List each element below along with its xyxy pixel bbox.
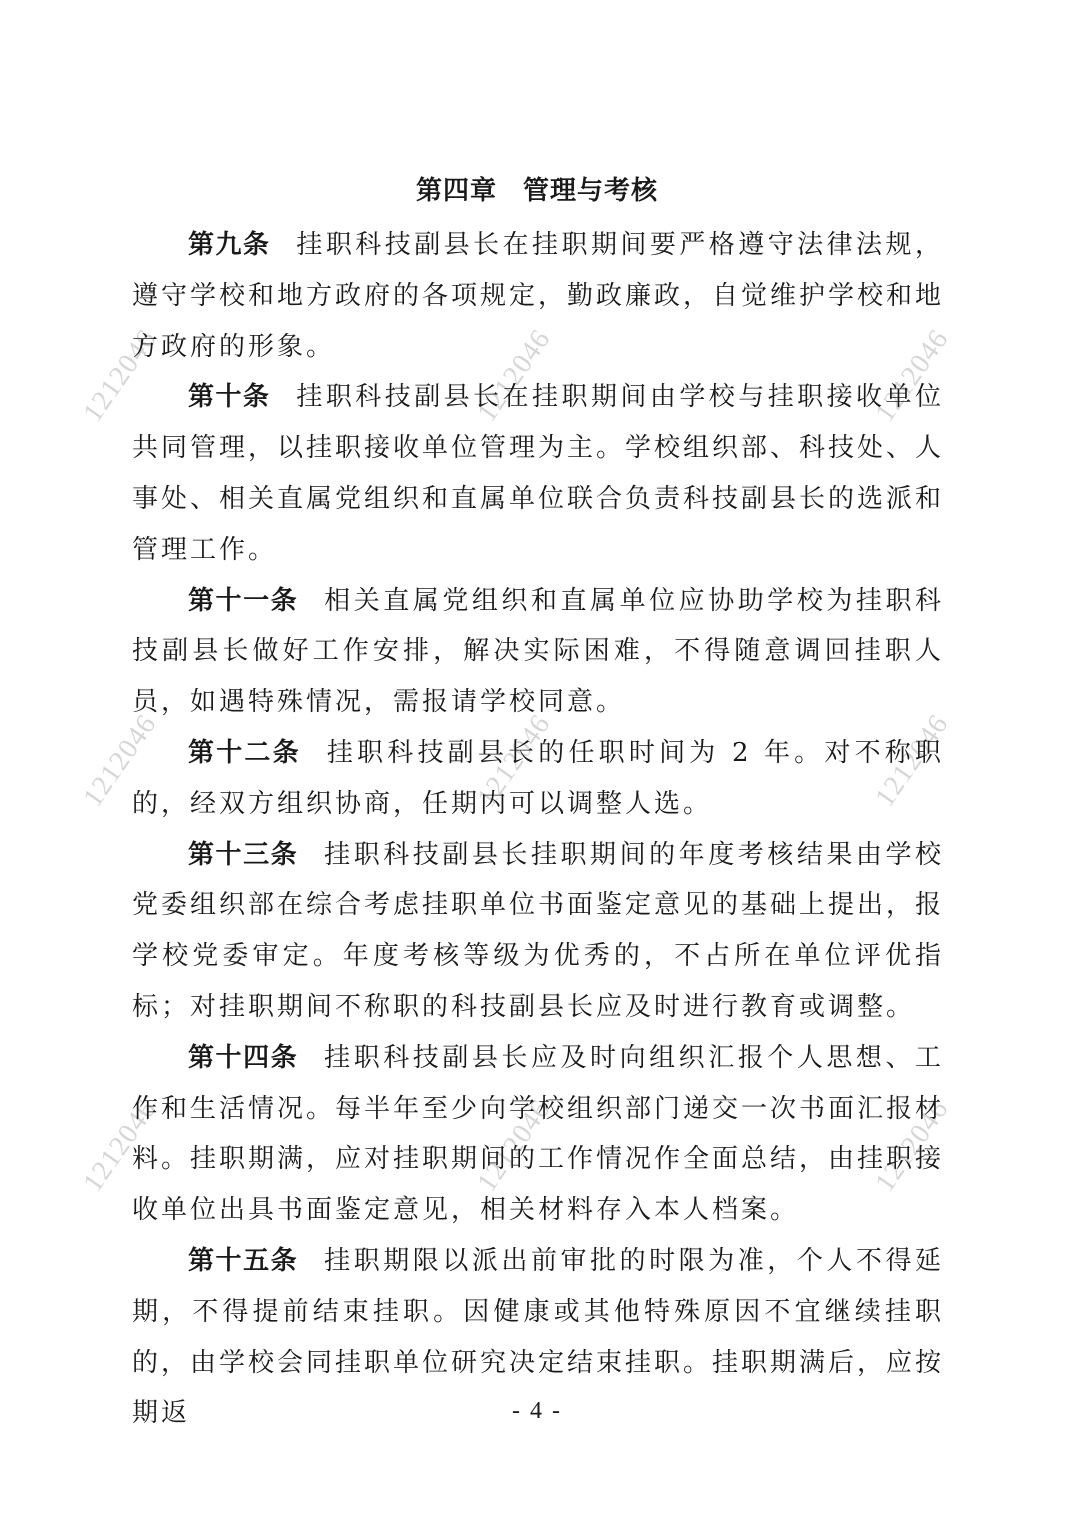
article-label: 第九条 [188,230,271,260]
chapter-title [0,171,1074,211]
article-13 [132,830,944,1033]
article-text: 相关直属党组织和直属单位应协助学校为挂职科技副县长做好工作安排，解决实际困难，不得随意调回挂职人员，如遇特殊情况，需报请学校同意。 [132,585,944,718]
article-label: 第十二条 [188,737,301,768]
watermark: 1212046 [77,708,163,813]
article-11 [132,576,944,728]
watermark: 1212046 [77,1093,163,1198]
watermark: 1212046 [869,323,955,428]
article-text: 挂职科技副县长在挂职期间要严格遵守法律法规，遵守学校和地方政府的各项规定，勤政廉政，自觉维护学校和地方政府的形象。 [132,230,945,362]
article-text: 挂职期限以派出前审批的时限为准，个人不得延期，不得提前结束挂职。因健康或其他特殊原因不宜继续挂职的，由学校会同挂职单位研究决定结束挂职。挂职期满后，应按期返 [132,1245,945,1429]
article-label: 第十五条 [188,1245,299,1276]
document-body [132,220,944,1439]
watermark: 1212046 [869,708,955,813]
page-number: - 4 - [512,1398,562,1424]
article-text: 挂职科技副县长挂职期间的年度考核结果由学校党委组织部在综合考虑挂职单位书面鉴定意见的基础上提出，报学校党委审定。年度考核等级为优秀的，不占所在单位评优指标；对挂职期间不称职的科技副县长应及时进行教育或调整。 [132,839,945,1022]
article-14 [132,1033,944,1236]
watermark: 1212046 [77,323,163,428]
watermark: 1212046 [471,323,557,428]
article-text: 挂职科技副县长在挂职期间由学校与挂职接收单位共同管理，以挂职接收单位管理为主。学校组织部、科技处、人事处、相关直属党组织和直属单位联合负责科技副县长的选派和管理工作。 [132,382,945,565]
article-label: 第十四条 [188,1042,299,1073]
article-label: 第十一条 [188,585,299,616]
chapter-number: 第四章 [415,176,497,206]
watermark: 1212046 [869,1093,955,1198]
article-12 [132,728,944,830]
article-label: 第十条 [188,382,271,413]
article-text: 挂职科技副县长的任职时间为 2 年。对不称职的，经双方组织协商，任期内可以调整人选。 [132,737,944,819]
article-10 [132,372,944,575]
watermark: 1212046 [471,708,557,813]
article-label: 第十三条 [188,839,299,870]
article-text: 挂职科技副县长应及时向组织汇报个人思想、工作和生活情况。每半年至少向学校组织部门递交一次书面汇报材料。挂职期满，应对挂职期间的工作情况作全面总结，由挂职接收单位出具书面鉴定意见，相关材料存入本人档案。 [132,1042,945,1226]
article-9 [132,220,944,372]
chapter-name: 管理与考核 [523,176,659,206]
watermark: 1212046 [471,1093,557,1198]
